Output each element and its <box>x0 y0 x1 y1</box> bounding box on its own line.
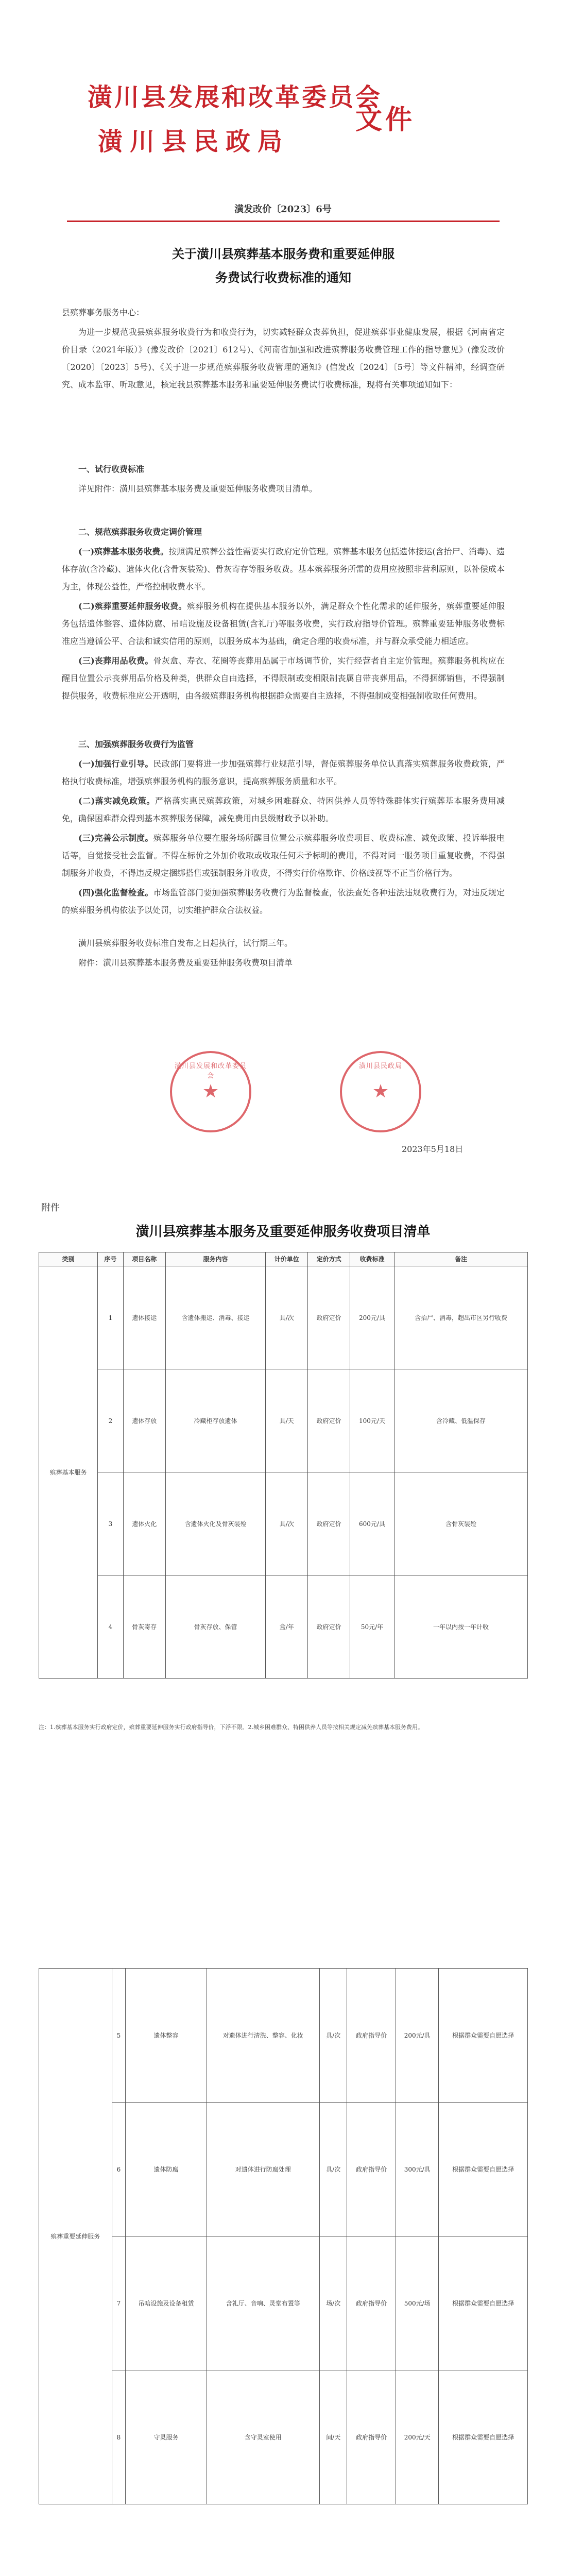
section-2-3-label: (三)丧葬用品收费。 <box>78 656 153 666</box>
cell: 含礼厅、音响、灵堂布置等 <box>207 2236 320 2370</box>
cell: 对遗体进行清洗、整容、化妆 <box>207 1969 320 2103</box>
section-3-2-label: (二)落实减免政策。 <box>78 796 155 806</box>
cell: 7 <box>112 2236 126 2370</box>
document-number: 潢发改价〔2023〕6号 <box>234 204 332 215</box>
section-3-2 <box>62 792 505 827</box>
section-3-1-label: (一)加强行业引导。 <box>78 759 153 769</box>
section-2-2 <box>62 598 505 650</box>
section-2-2-text: 殡葬服务机构在提供基本服务以外，满足群众个性化需求的延伸服务，殡葬重要延伸服务包括遗体整容、遗体防腐、吊唁设施及设备租赁(含礼厅)等服务收费，实行政府指导价管理。殡葬重要延伸服务收费标准应当遵循公平、合法和诚实信用的原则，以服务成本为基础，确定合理的收费标准，并与群众承受能力相适应。 <box>62 601 505 646</box>
cell: 一年以内按一年计收 <box>394 1575 527 1679</box>
section-3-3-text: 殡葬服务单位要在服务场所醒目位置公示殡葬服务收费项目、收费标准、减免政策、投诉举报电话等，自觉接受社会监督。不得在标价之外加价收取或收取任何未予标明的费用，不得对同一服务项目重复收费，不得强制服务并收费，不得违反规定捆绑搭售或强制服务并收费，不得实行价格欺诈、价格歧视等不正当价格行为。 <box>62 833 505 878</box>
cell: 遗体防腐 <box>126 2103 207 2236</box>
cell: 间/天 <box>320 2370 347 2504</box>
cell: 政府定价 <box>308 1575 350 1679</box>
intro-paragraph: 为进一步规范我县殡葬服务收费行为和收费行为，切实减轻群众丧葬负担，促进殡葬事业健康发展，根据《河南省定价目录（2021年版）》(豫发改价〔2021〕612号)、《河南省加强和改进殡葬服务收费管理工作的指导意见》(豫发改价〔2020〕〔2023〕5号)、《关于进一步规范殡葬服务收费管理的通知》(信发改〔2024〕〔5号〕等文件精神，经调查研究、成本监审、听取意见，核定我县殡葬基本服务和重要延伸服务费试行收费标准，现将有关事项通知如下： <box>62 327 505 389</box>
cell: 根据群众需要自愿选择 <box>439 2103 528 2236</box>
col-remark: 备注 <box>394 1252 527 1266</box>
cell: 根据群众需要自愿选择 <box>439 2370 528 2504</box>
cell: 5 <box>112 1969 126 2103</box>
red-divider <box>67 221 500 222</box>
cell: 2 <box>98 1369 124 1472</box>
cell: 守灵服务 <box>126 2370 207 2504</box>
cell: 含冷藏、低温保存 <box>394 1369 527 1472</box>
section-3-2-text: 严格落实惠民殡葬政策，对城乡困难群众、特困供养人员等特殊群体实行殡葬基本服务费用减免，确保困难群众得到基本殡葬服务保障，减免费用由县级财政予以补助。 <box>62 796 505 823</box>
fee-table-extended <box>39 1968 528 2504</box>
section-2-3-text: 骨灰盒、寿衣、花圈等丧葬用品属于市场调节价，实行经营者自主定价管理。殡葬服务机构应在醒目位置公示丧葬用品价格及种类，供群众自由选择，不得限制或变相限制丧属自带丧葬用品，不得捆绑销售，不得强制提供服务，收费标准应公开透明，由各级殡葬服务机构根据群众需要自主选择，不得强制或变相强制收取任何费用。 <box>62 656 505 701</box>
annex-label: 附件 <box>41 1202 60 1213</box>
cell: 政府指导价 <box>347 2103 396 2236</box>
cell: 遗体接运 <box>123 1266 165 1369</box>
cell: 8 <box>112 2370 126 2504</box>
col-pricing: 定价方式 <box>308 1252 350 1266</box>
cell: 政府定价 <box>308 1369 350 1472</box>
col-no: 序号 <box>98 1252 124 1266</box>
cell: 根据群众需要自愿选择 <box>439 2236 528 2370</box>
cell: 骨灰存放、保管 <box>165 1575 266 1679</box>
section-2-1-label: (一)殡葬基本服务收费。 <box>78 547 169 556</box>
attachment-line: 附件：潢川县殡葬基本服务费及重要延伸服务收费项目清单 <box>78 958 293 968</box>
document-title <box>82 242 484 290</box>
recipient: 县殡葬事务服务中心： <box>62 308 145 317</box>
stamp-right-star: ★ <box>372 1081 389 1102</box>
cell: 含抬尸、消毒，超出市区另行收费 <box>394 1266 527 1369</box>
cell: 政府指导价 <box>347 1969 396 2103</box>
cell: 具/次 <box>266 1266 308 1369</box>
section-3-4-label: (四)强化监督检查。 <box>78 888 153 897</box>
section-1-text: 详见附件：潢川县殡葬基本服务费及重要延伸服务收费项目清单。 <box>78 484 318 494</box>
cell: 遗体火化 <box>123 1472 165 1575</box>
title-line-1: 关于潢川县殡葬基本服务费和重要延伸服 <box>172 246 395 261</box>
table-row <box>39 1575 528 1679</box>
section-2-3 <box>62 652 505 705</box>
cell: 遗体整容 <box>126 1969 207 2103</box>
letter-body <box>62 304 505 974</box>
cell: 100元/天 <box>350 1369 395 1472</box>
table-row <box>39 1266 528 1369</box>
issuer-name-1: 潢川县发展和改革委员会 <box>88 83 383 112</box>
section-3-heading: 三、加强殡葬服务收费行为监管 <box>78 739 194 749</box>
cell: 场/次 <box>320 2236 347 2370</box>
cell: 政府定价 <box>308 1472 350 1575</box>
stamp-left <box>170 1051 251 1132</box>
stamp-left-text: 潢川县发展和改革委员会 <box>174 1062 247 1080</box>
col-unit: 计价单位 <box>266 1252 308 1266</box>
stamp-left-star: ★ <box>202 1081 219 1102</box>
section-2-1-text: 按照满足殡葬公益性需要实行政府定价管理。殡葬基本服务包括遗体接运(含抬尸、消毒)、遗体存放(含冷藏)、遗体火化(含骨灰装殓)、骨灰寄存等服务收费。基本殡葬服务所需的费用应按照非营利原则，以补偿成本为主，体现公益性，严格控制收费水平。 <box>62 547 505 591</box>
annex-title: 潢川县殡葬基本服务及重要延伸服务收费项目清单 <box>135 1224 431 1240</box>
cell: 200元/具 <box>396 1969 439 2103</box>
cell: 政府定价 <box>308 1266 350 1369</box>
cell: 遗体存放 <box>123 1369 165 1472</box>
cell: 具/天 <box>266 1369 308 1472</box>
section-3-4-text: 市场监管部门要加强殡葬服务收费行为监督检查，依法查处各种违法违规收费行为，对违反规定的殡葬服务机构依法予以处罚，切实维护群众合法权益。 <box>62 888 505 915</box>
col-item: 项目名称 <box>123 1252 165 1266</box>
table-row <box>39 2370 528 2504</box>
cell: 50元/年 <box>350 1575 395 1679</box>
cell: 含遗体搬运、消毒、接运 <box>165 1266 266 1369</box>
section-2-1 <box>62 543 505 596</box>
annex-page-1 <box>0 1159 566 1906</box>
cell: 具/次 <box>320 1969 347 2103</box>
group-extended: 殡葬重要延伸服务 <box>39 1969 112 2504</box>
section-2-2-label: (二)殡葬重要延伸服务收费。 <box>78 601 187 611</box>
group-basic: 殡葬基本服务 <box>39 1266 98 1679</box>
table-row <box>39 2103 528 2236</box>
col-standard: 收费标准 <box>350 1252 395 1266</box>
cell: 4 <box>98 1575 124 1679</box>
doc-word: 文件 <box>355 104 416 135</box>
section-3-1-text: 民政部门要将进一步加强殡葬行业规范引导，督促殡葬服务单位认真落实殡葬服务收费政策，严格执行收费标准，增强殡葬服务机构的服务意识，提高殡葬服务质量和水平。 <box>62 759 505 786</box>
cell: 200元/天 <box>396 2370 439 2504</box>
annex-page-2 <box>0 1906 566 2576</box>
section-3-1 <box>62 755 505 790</box>
cell: 根据群众需要自愿选择 <box>439 1969 528 2103</box>
cell: 3 <box>98 1472 124 1575</box>
stamp-right-text: 潢川县民政局 <box>358 1062 402 1070</box>
section-3-3 <box>62 829 505 882</box>
cell: 1 <box>98 1266 124 1369</box>
table-row <box>39 1472 528 1575</box>
cell: 200元/具 <box>350 1266 395 1369</box>
issue-date: 2023年5月18日 <box>402 1144 464 1154</box>
table-note: 注：1.殡葬基本服务实行政府定价，殡葬重要延伸服务实行政府指导价，下浮不限。2.城乡困难群众、特困供养人员等按相关规定减免殡葬基本服务费用。 <box>39 1724 423 1731</box>
table-row <box>39 1969 528 2103</box>
cell: 具/次 <box>266 1472 308 1575</box>
cell: 含遗体火化及骨灰装殓 <box>165 1472 266 1575</box>
cell: 含骨灰装殓 <box>394 1472 527 1575</box>
col-category: 类别 <box>39 1252 98 1266</box>
table-row <box>39 2236 528 2370</box>
letter-page <box>0 0 566 1159</box>
cell: 冷藏柜存放遗体 <box>165 1369 266 1472</box>
cell: 政府指导价 <box>347 2236 396 2370</box>
section-2-heading: 二、规范殡葬服务收费定调价管理 <box>78 527 202 537</box>
cell: 6 <box>112 2103 126 2236</box>
stamp-right <box>340 1051 421 1132</box>
closing-paragraph: 潢川县殡葬服务收费标准自发布之日起执行，试行期三年。 <box>78 938 293 948</box>
section-3-3-label: (三)完善公示制度。 <box>78 833 153 843</box>
cell: 对遗体进行防腐处理 <box>207 2103 320 2236</box>
cell: 600元/具 <box>350 1472 395 1575</box>
table-header-row <box>39 1252 528 1266</box>
table-row <box>39 1369 528 1472</box>
cell: 政府指导价 <box>347 2370 396 2504</box>
fee-table-basic <box>39 1252 528 1679</box>
section-1-heading: 一、试行收费标准 <box>78 464 145 474</box>
section-3-4 <box>62 884 505 919</box>
cell: 500元/场 <box>396 2236 439 2370</box>
cell: 骨灰寄存 <box>123 1575 165 1679</box>
col-content: 服务内容 <box>165 1252 266 1266</box>
cell: 含守灵室使用 <box>207 2370 320 2504</box>
cell: 300元/具 <box>396 2103 439 2236</box>
cell: 具/次 <box>320 2103 347 2236</box>
letterhead <box>88 77 479 185</box>
cell: 吊唁设施及设备租赁 <box>126 2236 207 2370</box>
issuer-name-2: 潢川县民政局 <box>98 127 290 156</box>
cell: 盒/年 <box>266 1575 308 1679</box>
title-line-2: 务费试行收费标准的通知 <box>215 270 351 285</box>
